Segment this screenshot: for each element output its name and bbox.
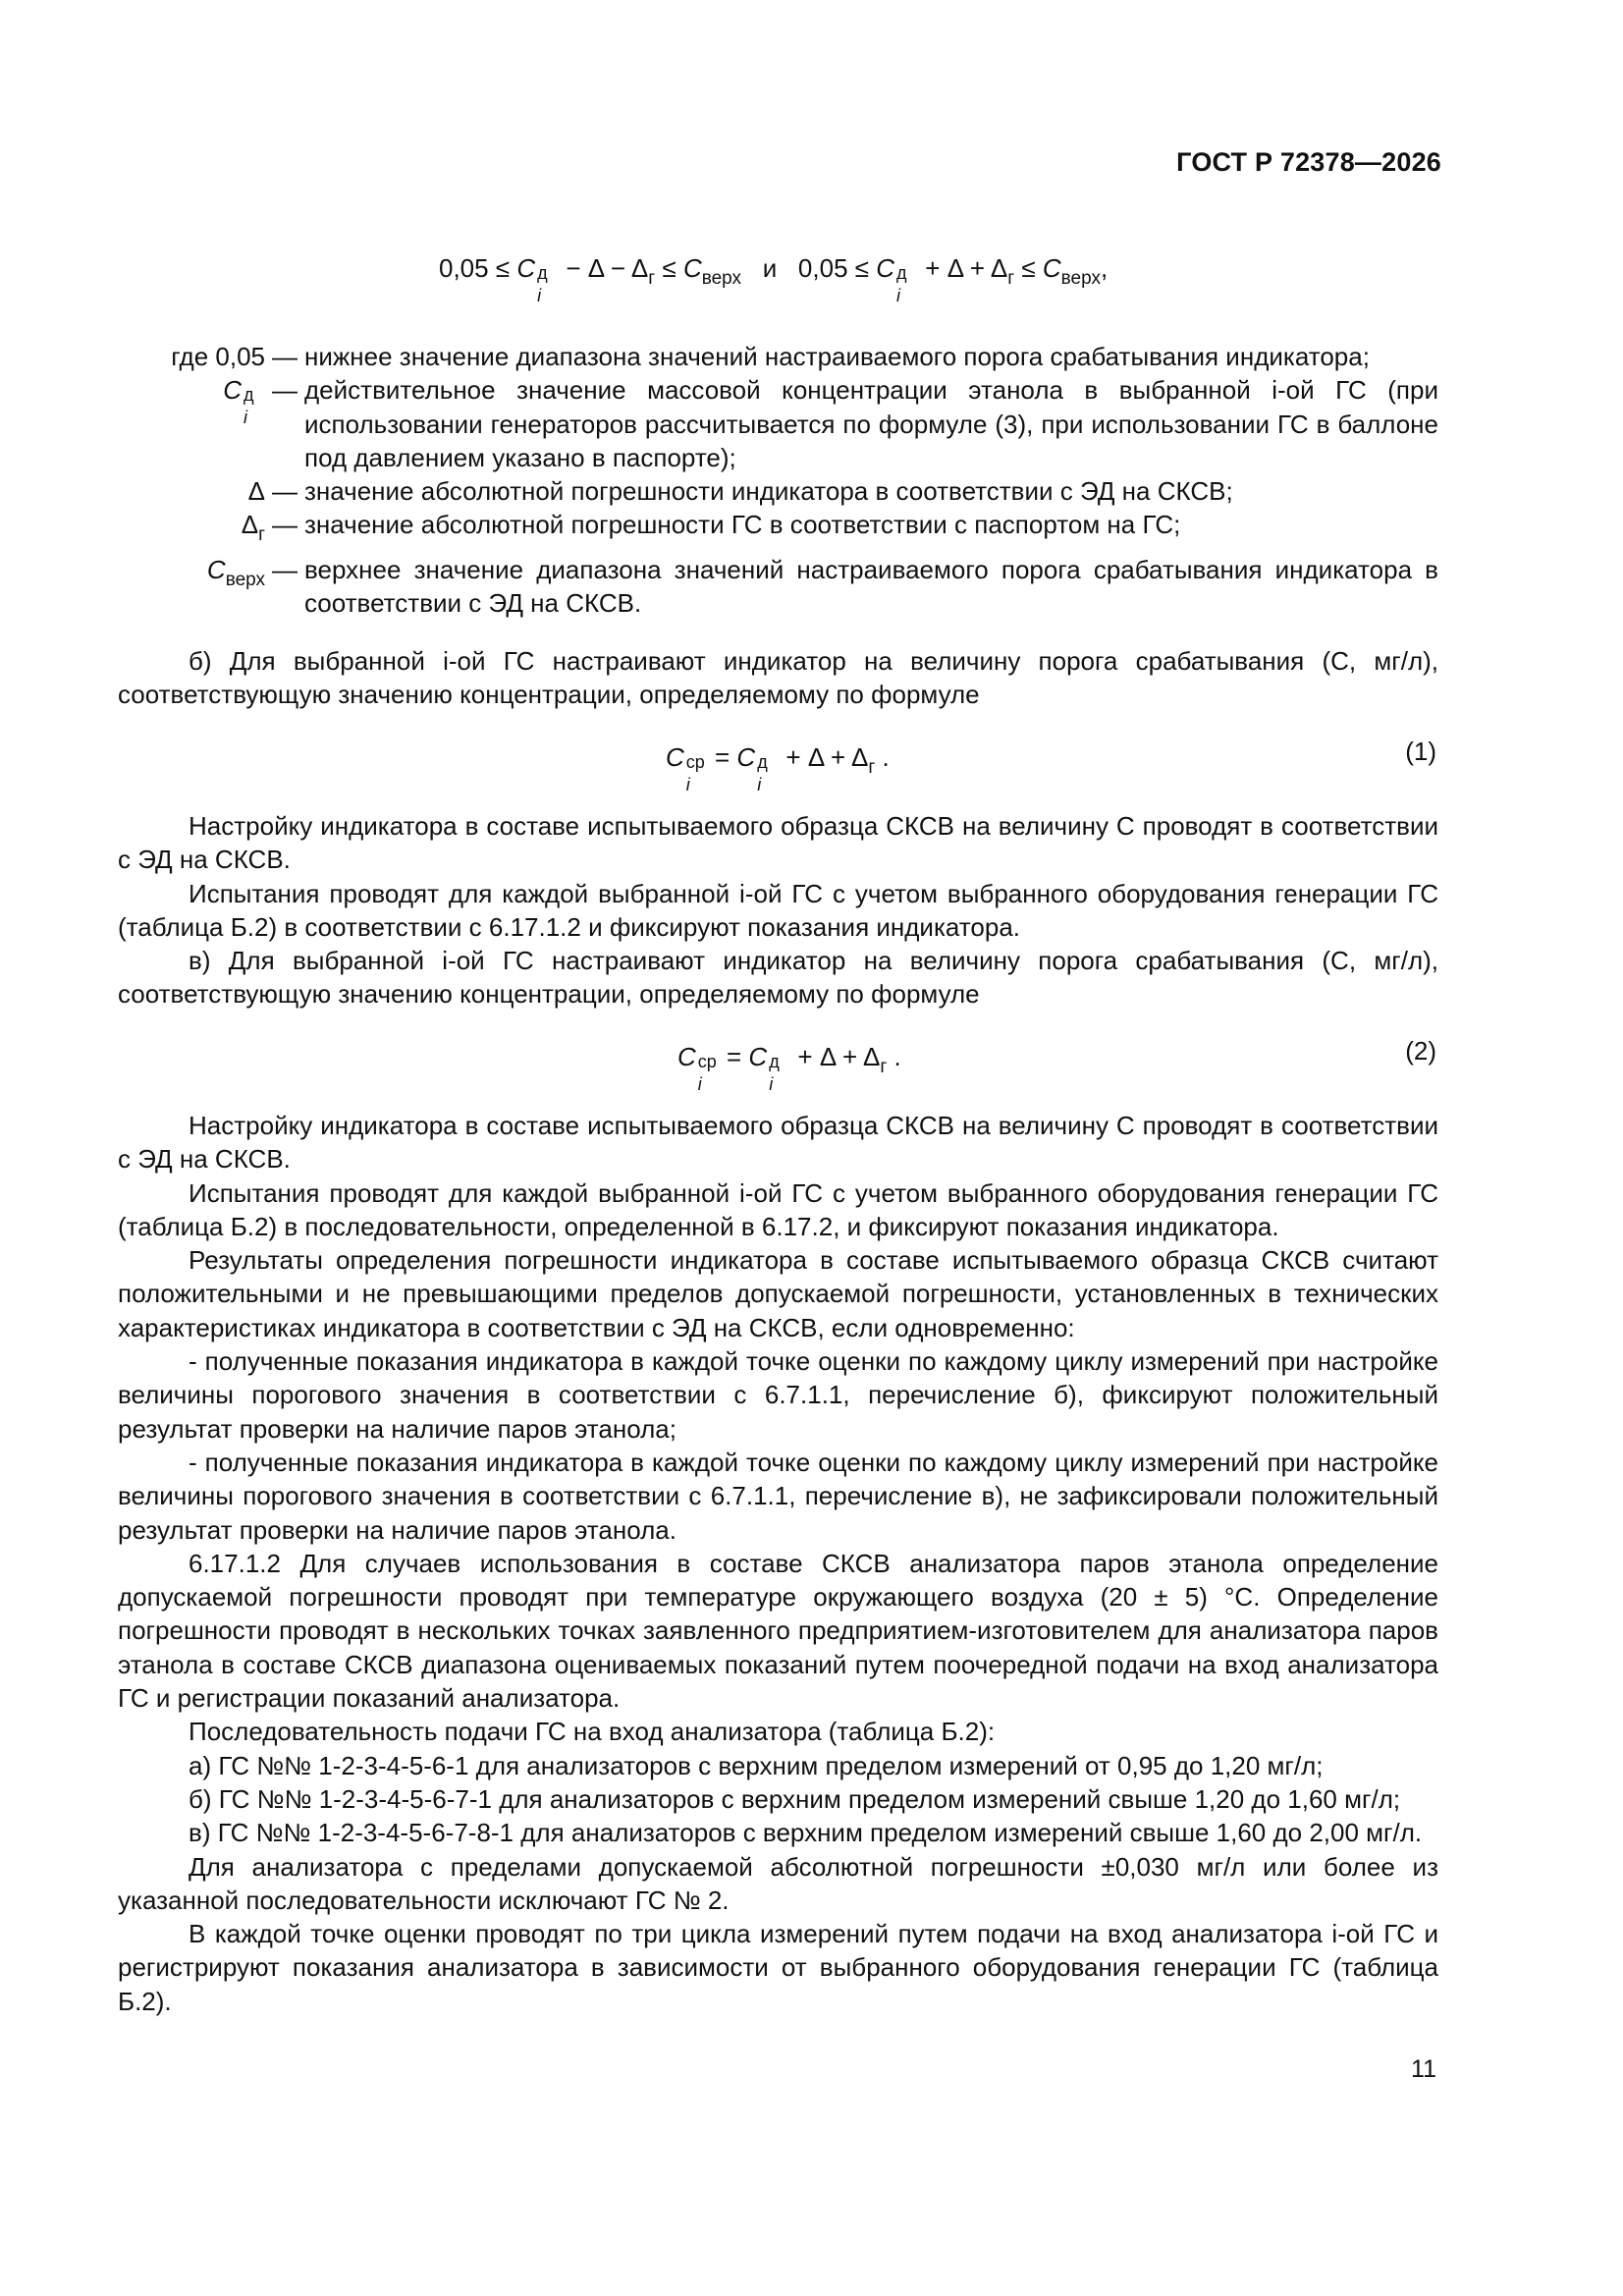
definition-row: Δ — значение абсолютной погрешности индикатора в соответствии с ЭД на СКСВ; (247, 476, 1233, 507)
standard-header: ГОСТ Р 72378—2026 (1176, 147, 1441, 177)
formula-2: C ср i = C д i + $\Delta + \Delta_г$ . (677, 1042, 901, 1094)
definition-row: где 0,05 — нижнее значение диапазона значений настраиваемого порога срабатывания индикатора; (171, 342, 1370, 371)
definition-row: $\Delta_г$ — значение абсолютной погрешности ГС в соответствии с паспортом на ГС; (241, 510, 1181, 546)
definition-row: $C_{верх}$ — верхнее значение диапазона значений настраиваемого порога срабатывания индикатора в соответствии с ЭД на СКСВ. (206, 554, 1438, 619)
equation-number-1: (1) (1405, 737, 1436, 766)
body-paragraphs: Настройку индикатора в составе испытываемого образца СКСВ на величину C проводят в соответствии с ЭД на СКСВ. Испытания проводят для каждой выбранной i-ой ГС с учетом выбранного оборудования генерации ГС (таблица Б.2) в последовательности, определенной в 6.17.2, и фиксируют показания индикатора. Результаты определения погрешности индикатора в составе испытываемого образца СКСВ считают положительными и не превышающими пределов допускаемой погрешности, установленных в технических характеристиках индикатора в соответствии с ЭД на СКСВ, если одновременно: - полученные показания индикатора в каждой точке оценки по каждому циклу измерений при настройке величины порогового значения в соответствии с 6.7.1.1, перечисление б), фиксируют положительный результат проверки на наличие паров этанола; - полученные показания индикатора в каждой точке оценки по каждому циклу измерений при настройке величины порогового значения в соответствии с 6.7.1.1, перечисление в), не зафиксировали положительный результат проверки на наличие паров этанола. 6.17.1.2 Для случаев использования в составе СКСВ анализатора паров этанола определение допускаемой погрешности проводят при температуре окружающего воздуха (20 ± 5) °С. Определение погрешности проводят в нескольких точках заявленного предприятием-изготовителем для анализатора паров этанола в составе СКСВ диапазона оцениваемых показаний путем поочередной подачи на вход анализатора ГС и регистрации показаний анализатора. Последовательность подачи ГС на вход анализатора (таблица Б.2): а) ГС №№ 1-2-3-4-5-6-1 для анализаторов с верхним пределом измерений от 0,95 до 1,20 мг/л; б) ГС №№ 1-2-3-4-5-6-7-1 для анализаторов с верхним пределом измерений свыше 1,20 до 1,60 мг/л; в) ГС №№ 1-2-3-4-5-6-7-8-1 для анализаторов с верхним пределом измерений свыше 1,60 до 2,00 мг/л. Для анализатора с пределами допускаемой абсолютной погрешности ±0,030 мг/л или более из указанной последовательности исключают ГС № 2. В каждой точке оценки проводят по три цикла измерений путем подачи на вход анализатора i-ой ГС и регистрируют показания анализатора в зависимости от выбранного оборудования генерации ГС (таблица Б.2). (118, 1111, 1438, 2016)
definitions-list (118, 340, 1438, 620)
formula-1: C ср i = C д i + $\Delta + \Delta_г$ . (666, 742, 890, 794)
paragraph-b: б) Для выбранной i-ой ГС настраивают индикатор на величину порога срабатывания (C, мг/л), соответствующую значению концентрации, определяемому по формуле (118, 646, 1438, 710)
definition-row: C д i — действительное значение массовой концентрации этанола в выбранной i-ой ГС (при использовании генераторов рассчитывается по формуле (3), при использовании ГС в баллоне под давлением указано в паспорте); (223, 375, 1438, 472)
paragraphs-b2: Настройку индикатора в составе испытываемого образца СКСВ на величину C проводят в соответствии с ЭД на СКСВ. Испытания проводят для каждой выбранной i-ой ГС с учетом выбранного оборудования генерации ГС (таблица Б.2) в соответствии с 6.17.1.2 и фиксируют показания индикатора. в) Для выбранной i-ой ГС настраивают индикатор на величину порога срабатывания (C, мг/л), соответствующую значению концентрации, определяемому по формуле (118, 811, 1438, 1010)
formula-range: 0,05 ≤ C д i − $\Delta - \Delta_г \le C_{верх}$ и 0,05 ≤ C д i + $\Delta + \Delta_г \le C_{верх}$, (439, 253, 1109, 305)
equation-number-2: (2) (1405, 1036, 1436, 1066)
page-number: 11 (1411, 2055, 1436, 2083)
